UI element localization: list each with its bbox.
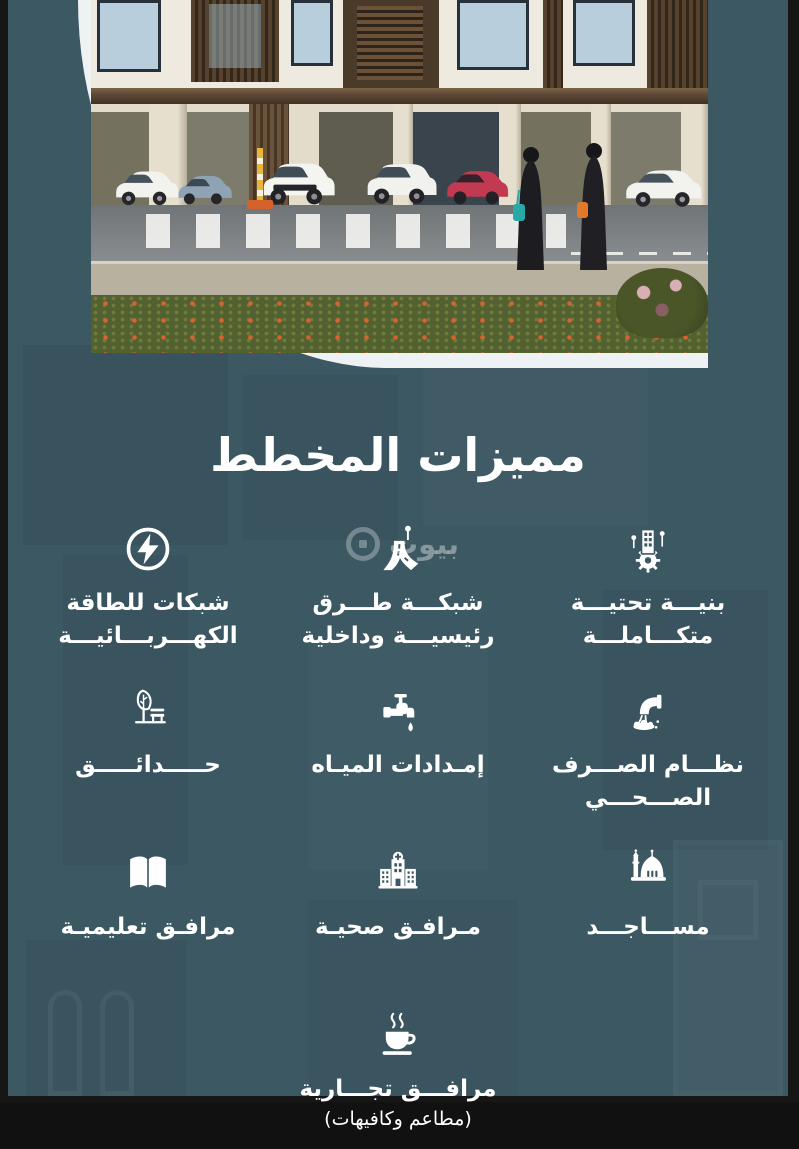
barrier-base	[247, 200, 273, 209]
flower-bush	[616, 268, 708, 338]
building-photo	[91, 0, 708, 353]
pedestrian-abaya	[577, 142, 611, 272]
feature-infrastructure	[523, 517, 773, 663]
car-white-sedan	[111, 160, 173, 212]
car-white-sedan	[621, 158, 701, 214]
wood-slat-screen	[647, 0, 708, 92]
feature-label: بنيـــة تحتيـــة متكـــاملـــة	[570, 590, 726, 649]
pedestrian-abaya	[513, 146, 547, 272]
feature-label: إمـدادات الميـاه	[311, 752, 485, 778]
wood-slat-strip	[543, 0, 563, 90]
road-network-icon	[273, 517, 523, 575]
floor-slab	[91, 88, 708, 104]
feature-educational-facilities	[23, 841, 273, 987]
feature-road-network	[273, 517, 523, 663]
feature-health-facilities	[273, 841, 523, 987]
features-grid	[23, 517, 773, 1149]
parking-barrier	[257, 148, 263, 204]
feature-electric-power	[23, 517, 273, 663]
car-blue-hatchback	[175, 164, 229, 212]
open-book-icon	[23, 841, 273, 899]
feature-label: نظـــام الصـــرف الصـــحـــي	[552, 752, 744, 811]
feature-mosques	[523, 841, 773, 987]
window	[97, 0, 161, 72]
feature-label: مرافـق تعليميـة	[60, 914, 236, 940]
mosque-icon	[523, 841, 773, 899]
window	[457, 0, 529, 70]
feature-label: مرافـــق تجـــارية (مطاعم وكافيهات)	[299, 1076, 497, 1130]
photo-frame	[78, 0, 708, 368]
feature-label: شبكات للطاقة الكهـــربـــائيـــة	[58, 590, 238, 649]
car-red	[443, 158, 507, 212]
window-behind-slats	[209, 4, 261, 68]
crosswalk	[146, 214, 566, 248]
park-tree-bench-icon	[23, 679, 273, 737]
watermark-text: بيوت	[389, 527, 460, 561]
page-title: مميزات المخطط	[210, 428, 586, 482]
feature-sewage-system	[523, 679, 773, 825]
feature-label: مســـاجـــد	[586, 914, 710, 940]
feature-label: مـرافـق صحيـة	[315, 914, 481, 940]
window	[291, 0, 333, 66]
coffee-cup-icon	[273, 1003, 523, 1061]
window	[573, 0, 635, 66]
feature-label: شبكـــة طـــرق رئيسيـــة وداخلية	[301, 590, 495, 649]
building-gear-icon	[523, 517, 773, 575]
feature-label: حـــــدائـــــق	[75, 752, 221, 778]
hospital-icon	[273, 841, 523, 899]
feature-parks	[23, 679, 273, 825]
feature-commercial-facilities	[273, 1003, 523, 1133]
sidewalk	[91, 261, 708, 295]
sewage-pipe-icon	[523, 679, 773, 737]
lightning-icon	[23, 517, 273, 575]
feature-water-supply	[273, 679, 523, 825]
louver-shutter	[357, 6, 423, 80]
water-faucet-icon	[273, 679, 523, 737]
car-white-suv	[363, 150, 433, 212]
